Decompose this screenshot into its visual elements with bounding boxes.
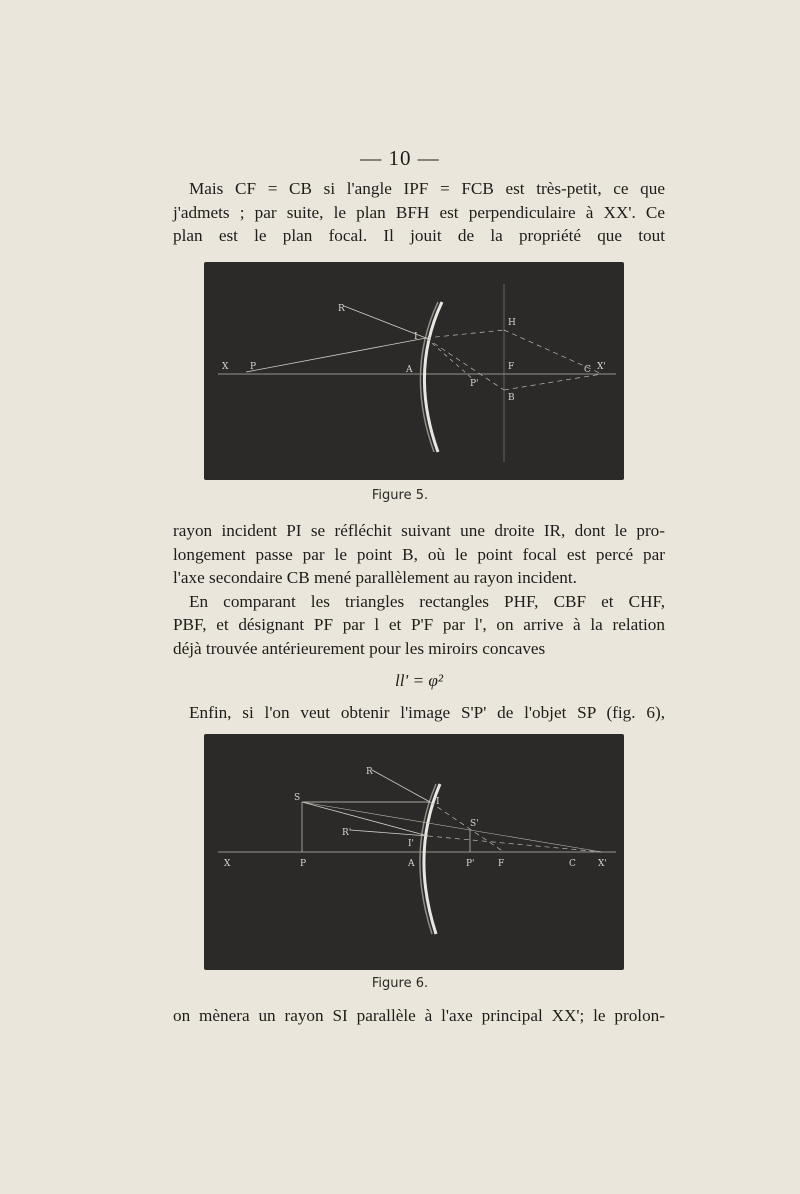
text-line: on mènera un rayon SI parallèle à l'axe principal XX'; le prolon- — [173, 1006, 665, 1025]
incident-ray — [246, 338, 426, 372]
figure-5-caption: Figure 5. — [371, 488, 429, 503]
text-line: PBF, et désignant PF par l et P'F par l', on arrive à la relation — [173, 615, 665, 634]
text-line: rayon incident PI se réfléchit suivant une droite IR, dont le pro- — [173, 521, 665, 540]
label-H: H — [508, 318, 516, 328]
text-line: plan est le plan focal. Il jouit de la propriété que tout — [173, 226, 665, 245]
formula — [173, 669, 665, 693]
label-X: X — [222, 362, 229, 372]
paragraph-3 — [173, 701, 665, 725]
label-P-prime: P' — [470, 379, 479, 389]
label-I: I — [436, 797, 440, 807]
label-P-prime: P' — [466, 859, 475, 869]
label-S: S — [294, 793, 301, 803]
label-R: R — [338, 304, 345, 314]
figure-6-caption: Figure 6. — [371, 976, 429, 991]
page-number: — 10 — — [360, 146, 440, 170]
label-X-prime: X' — [598, 859, 607, 869]
figure-6-diagram — [204, 734, 624, 970]
label-I-prime: I' — [408, 839, 415, 849]
text-line: l'axe secondaire CB mené parallèlement au rayon incident. — [173, 568, 577, 587]
text-line: Mais CF = CB si l'angle IPF = FCB est très-petit, ce que — [189, 179, 665, 198]
text-line: longement passe par le point B, où le point focal est percé par — [173, 544, 665, 564]
text-line: Enfin, si l'on veut obtenir l'image S'P' de l'objet SP (fig. 6), — [189, 703, 665, 722]
label-C: C — [584, 365, 591, 375]
label-F: F — [508, 362, 515, 372]
text-line: En comparant les triangles rectangles PHF, CBF et CHF, — [189, 591, 665, 611]
figure-5-diagram — [204, 262, 624, 480]
label-C: C — [569, 859, 576, 869]
label-B: B — [508, 393, 515, 403]
label-R-prime: R' — [342, 828, 352, 838]
text-line: j'admets ; par suite, le plan BFH est perpendiculaire à XX'. Ce — [173, 202, 665, 222]
paragraph-1 — [173, 177, 665, 248]
label-A: A — [406, 365, 413, 375]
label-R: R — [366, 767, 373, 777]
label-P: P — [250, 362, 257, 372]
label-P: P — [300, 859, 307, 869]
paragraph-4 — [173, 1004, 665, 1028]
label-A: A — [408, 859, 415, 869]
label-S-prime: S' — [470, 819, 479, 829]
label-I: I — [414, 332, 418, 342]
paragraph-2 — [173, 519, 665, 660]
label-X-prime: X' — [597, 362, 606, 372]
label-X: X — [224, 859, 231, 869]
label-F: F — [498, 859, 505, 869]
text-line: déjà trouvée antérieurement pour les miroirs concaves — [173, 638, 546, 658]
formula-text: ll' = φ² — [394, 671, 444, 690]
